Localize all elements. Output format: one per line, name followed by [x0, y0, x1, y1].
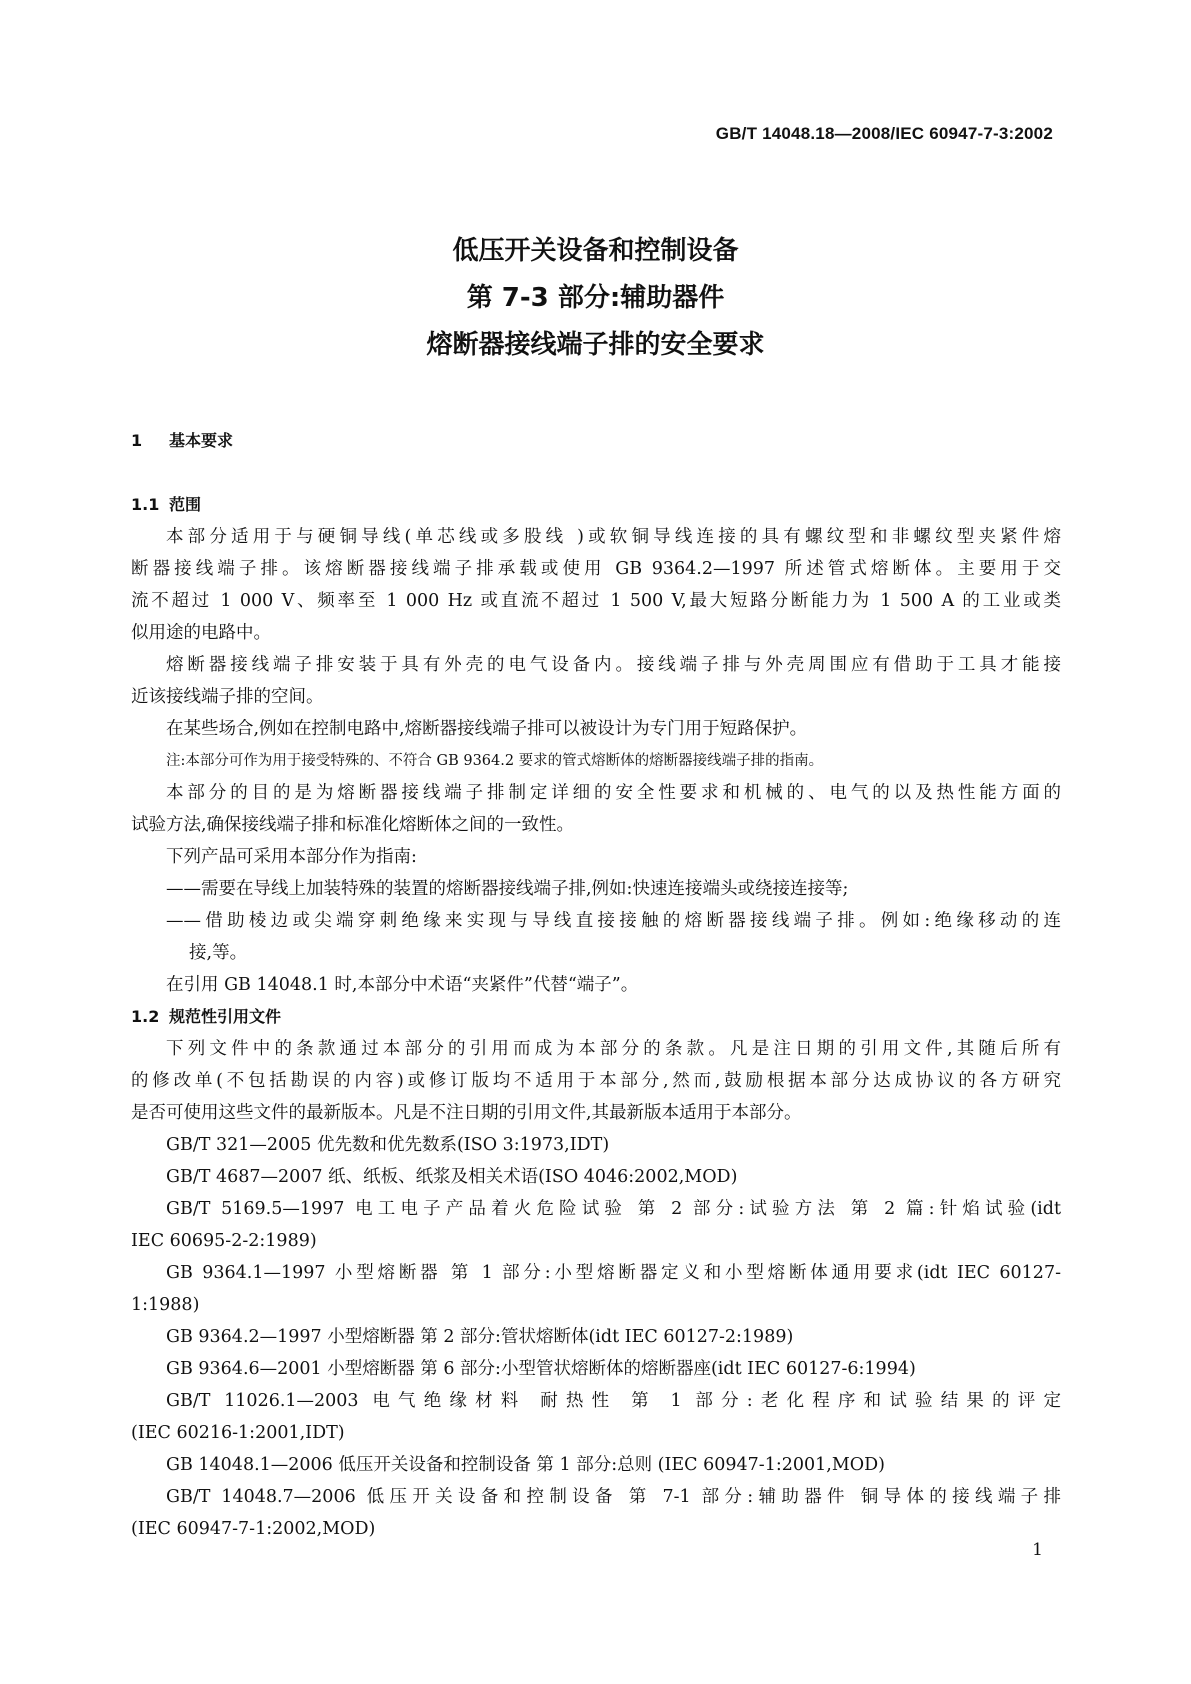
paragraph-line: 近该接线端子排的空间。 [131, 687, 324, 707]
reference-continuation: (IEC 60216-1:2001,IDT) [131, 1423, 345, 1443]
section-1-heading [131, 425, 1061, 457]
spacer [131, 457, 1061, 489]
paragraph-line: 试验方法,确保接线端子排和标准化熔断体之间的一致性。 [131, 815, 575, 835]
document-title [0, 228, 1191, 369]
reference-item: GB/T 5169.5—1997 电工电子产品着火危险试验 第 2 部分:试验方法 第 2 篇:针焰试验(idt [166, 1199, 1061, 1219]
paragraph-line: 本部分的目的是为熔断器接线端子排制定详细的安全性要求和机械的、电气的以及热性能方面的 [166, 783, 1061, 803]
paragraph-line: 流不超过 1 000 V、频率至 1 000 Hz 或直流不超过 1 500 V,最大短路分断能力为 1 500 A 的工业或类 [131, 591, 1061, 611]
section-number: 1.1 [131, 495, 160, 514]
document-body [131, 425, 1061, 1545]
paragraph-line: 熔断器接线端子排安装于具有外壳的电气设备内。接线端子排与外壳周围应有借助于工具才能接 [166, 655, 1061, 675]
paragraph-line: 本部分适用于与硬铜导线(单芯线或多股线 )或软铜导线连接的具有螺纹型和非螺纹型夹紧件熔 [166, 527, 1061, 547]
reference-item: GB 9364.1—1997 小型熔断器 第 1 部分:小型熔断器定义和小型熔断体通用要求(idt IEC 60127- [166, 1263, 1061, 1283]
reference-continuation: IEC 60695-2-2:1989) [131, 1231, 317, 1251]
paragraph-line: 下列文件中的条款通过本部分的引用而成为本部分的条款。凡是注日期的引用文件,其随后所有 [166, 1039, 1061, 1059]
reference-item: GB/T 11026.1—2003 电气绝缘材料 耐热性 第 1 部分:老化程序和试验结果的评定 [166, 1391, 1061, 1411]
title-line-2: 第 7-3 部分:辅助器件 [466, 283, 725, 313]
reference-continuation: (IEC 60947-7-1:2002,MOD) [131, 1519, 376, 1539]
section-number: 1.2 [131, 1007, 160, 1026]
section-1-2-heading [131, 1001, 1061, 1033]
paragraph-line: 的修改单(不包括勘误的内容)或修订版均不适用于本部分,然而,鼓励根据本部分达成协议的各方研究 [131, 1071, 1061, 1091]
section-title: 基本要求 [169, 431, 234, 450]
paragraph-line: 下列产品可采用本部分作为指南: [166, 847, 417, 867]
list-item-continuation: 接,等。 [189, 943, 248, 963]
reference-item: GB 14048.1—2006 低压开关设备和控制设备 第 1 部分:总则 (IEC 60947-1:2001,MOD) [166, 1455, 885, 1475]
paragraph-line: 在某些场合,例如在控制电路中,熔断器接线端子排可以被设计为专门用于短路保护。 [166, 719, 808, 739]
reference-item: GB/T 14048.7—2006 低压开关设备和控制设备 第 7-1 部分:辅助器件 铜导体的接线端子排 [166, 1487, 1061, 1507]
reference-item: GB 9364.2—1997 小型熔断器 第 2 部分:管状熔断体(idt IEC 60127-2:1989) [166, 1327, 794, 1347]
list-item: ——需要在导线上加装特殊的装置的熔断器接线端子排,例如:快速连接端头或绕接连接等; [166, 879, 849, 899]
reference-item: GB 9364.6—2001 小型熔断器 第 6 部分:小型管状熔断体的熔断器座(idt IEC 60127-6:1994) [166, 1359, 916, 1379]
reference-continuation: 1:1988) [131, 1295, 200, 1315]
paragraph-line: 在引用 GB 14048.1 时,本部分中术语“夹紧件”代替“端子”。 [166, 975, 639, 995]
paragraph-line: 断器接线端子排。该熔断器接线端子排承载或使用 GB 9364.2—1997 所述管式熔断体。主要用于交 [131, 559, 1061, 579]
standard-number: GB/T 14048.18—2008/IEC 60947-7-3:2002 [715, 124, 1053, 143]
page-number: 1 [1032, 1540, 1043, 1560]
section-title: 规范性引用文件 [169, 1007, 282, 1026]
paragraph-line: 是否可使用这些文件的最新版本。凡是不注日期的引用文件,其最新版本适用于本部分。 [131, 1103, 802, 1123]
note: 注:本部分可作为用于接受特殊的、不符合 GB 9364.2 要求的管式熔断体的熔断器接线端子排的指南。 [166, 753, 824, 769]
section-number: 1 [131, 431, 143, 450]
reference-item: GB/T 321—2005 优先数和优先数系(ISO 3:1973,IDT) [166, 1135, 610, 1155]
section-1-1-heading [131, 489, 1061, 521]
list-item: ——借助棱边或尖端穿刺绝缘来实现与导线直接接触的熔断器接线端子排。例如:绝缘移动的连 [166, 911, 1061, 931]
section-title: 范围 [169, 495, 202, 514]
title-line-3: 熔断器接线端子排的安全要求 [426, 330, 765, 360]
paragraph-line: 似用途的电路中。 [131, 623, 271, 643]
reference-item: GB/T 4687—2007 纸、纸板、纸浆及相关术语(ISO 4046:2002,MOD) [166, 1167, 738, 1187]
title-line-1: 低压开关设备和控制设备 [452, 236, 739, 266]
